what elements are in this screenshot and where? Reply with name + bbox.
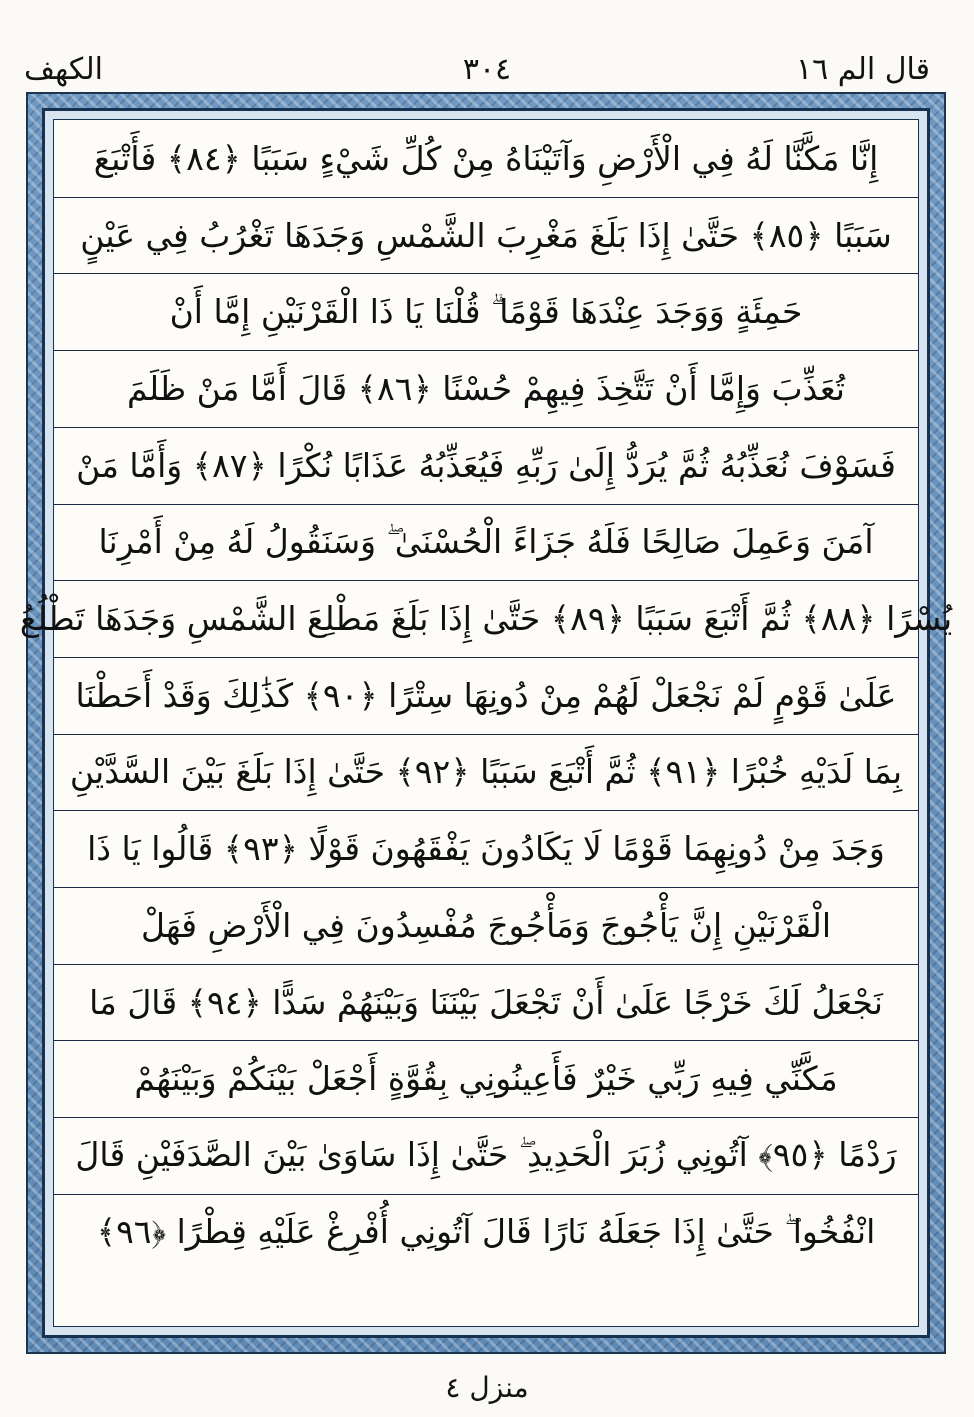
- text-line-15: انْفُخُوا ۖ حَتَّىٰ إِذَا جَعَلَهُ نَارًا قَالَ آتُونِي أُفْرِغْ عَلَيْهِ قِطْرًا ﴿٩٦﴾: [96, 1212, 876, 1252]
- text-line-3: حَمِئَةٍ وَوَجَدَ عِنْدَهَا قَوْمًا ۗ قُلْنَا يَا ذَا الْقَرْنَيْنِ إِمَّا أَنْ: [169, 291, 803, 331]
- line-rule: [54, 273, 918, 274]
- text-line-1: إِنَّا مَكَّنَّا لَهُ فِي الْأَرْضِ وَآتَيْنَاهُ مِنْ كُلِّ شَيْءٍ سَبَبًا ﴿٨٤﴾ فَأَتْبَعَ: [93, 138, 879, 178]
- line-rule: [54, 657, 918, 658]
- text-line-14: رَدْمًا ﴿٩٥﴾ آتُونِي زُبَرَ الْحَدِيدِ ۖ حَتَّىٰ إِذَا سَاوَىٰ بَيْنَ الصَّدَفَيْنِ قَالَ: [75, 1135, 897, 1175]
- text-line-4: تُعَذِّبَ وَإِمَّا أَنْ تَتَّخِذَ فِيهِمْ حُسْنًا ﴿٨٦﴾ قَالَ أَمَّا مَنْ ظَلَمَ: [127, 368, 845, 408]
- line-rule: [54, 1040, 918, 1041]
- line-rule: [54, 427, 918, 428]
- line-rule: [54, 810, 918, 811]
- manzil-footer: منزل ٤: [445, 1371, 529, 1404]
- juz-title: قال الم ١٦: [795, 52, 930, 87]
- text-line-13: مَكَّنِّي فِيهِ رَبِّي خَيْرٌ فَأَعِينُونِي بِقُوَّةٍ أَجْعَلْ بَيْنَكُمْ وَبَيْنَهُمْ: [134, 1059, 838, 1099]
- page-number: ٣٠٤: [462, 52, 512, 87]
- surah-title: الكهف: [24, 52, 103, 87]
- text-line-7: يُسْرًا ﴿٨٨﴾ ثُمَّ أَتْبَعَ سَبَبًا ﴿٨٩﴾ حَتَّىٰ إِذَا بَلَغَ مَطْلِعَ الشَّمْسِ وَجَدَهَا تَطْلُعُ: [19, 599, 953, 639]
- line-rule: [54, 350, 918, 351]
- inner-border: [19, 108, 953, 1338]
- ornamental-border: [19, 92, 953, 1354]
- text-panel: [19, 119, 953, 1327]
- verse-lines: [19, 120, 953, 1326]
- text-line-8: عَلَىٰ قَوْمٍ لَمْ نَجْعَلْ لَهُمْ مِنْ دُونِهَا سِتْرًا ﴿٩٠﴾ كَذَٰلِكَ وَقَدْ أَحَطْنَا: [75, 675, 897, 715]
- text-line-11: الْقَرْنَيْنِ إِنَّ يَأْجُوجَ وَمَأْجُوجَ مُفْسِدُونَ فِي الْأَرْضِ فَهَلْ: [141, 905, 832, 945]
- text-line-6: آمَنَ وَعَمِلَ صَالِحًا فَلَهُ جَزَاءً الْحُسْنَىٰ ۖ وَسَنَقُولُ لَهُ مِنْ أَمْرِنَا: [98, 521, 874, 561]
- line-rule: [54, 504, 918, 505]
- text-line-5: فَسَوْفَ نُعَذِّبُهُ ثُمَّ يُرَدُّ إِلَىٰ رَبِّهِ فَيُعَذِّبُهُ عَذَابًا نُكْرًا ﴿٨٧﴾ وَأَمَّا مَنْ: [76, 445, 896, 485]
- line-rule: [54, 580, 918, 581]
- text-line-2: سَبَبًا ﴿٨٥﴾ حَتَّىٰ إِذَا بَلَغَ مَغْرِبَ الشَّمْسِ وَجَدَهَا تَغْرُبُ فِي عَيْنٍ: [80, 215, 892, 255]
- line-rule: [54, 964, 918, 965]
- text-line-12: نَجْعَلُ لَكَ خَرْجًا عَلَىٰ أَنْ تَجْعَلَ بَيْنَنَا وَبَيْنَهُمْ سَدًّا ﴿٩٤﴾ قَالَ مَا: [89, 982, 883, 1022]
- line-rule: [54, 1117, 918, 1118]
- line-rule: [54, 197, 918, 198]
- text-line-9: بِمَا لَدَيْهِ خُبْرًا ﴿٩١﴾ ثُمَّ أَتْبَعَ سَبَبًا ﴿٩٢﴾ حَتَّىٰ إِذَا بَلَغَ بَيْنَ السَّدَّيْنِ: [69, 752, 903, 792]
- line-rule: [54, 887, 918, 888]
- text-line-10: وَجَدَ مِنْ دُونِهِمَا قَوْمًا لَا يَكَادُونَ يَفْقَهُونَ قَوْلًا ﴿٩٣﴾ قَالُوا يَا ذَا: [87, 829, 885, 869]
- line-rule: [54, 1194, 918, 1195]
- line-rule: [54, 734, 918, 735]
